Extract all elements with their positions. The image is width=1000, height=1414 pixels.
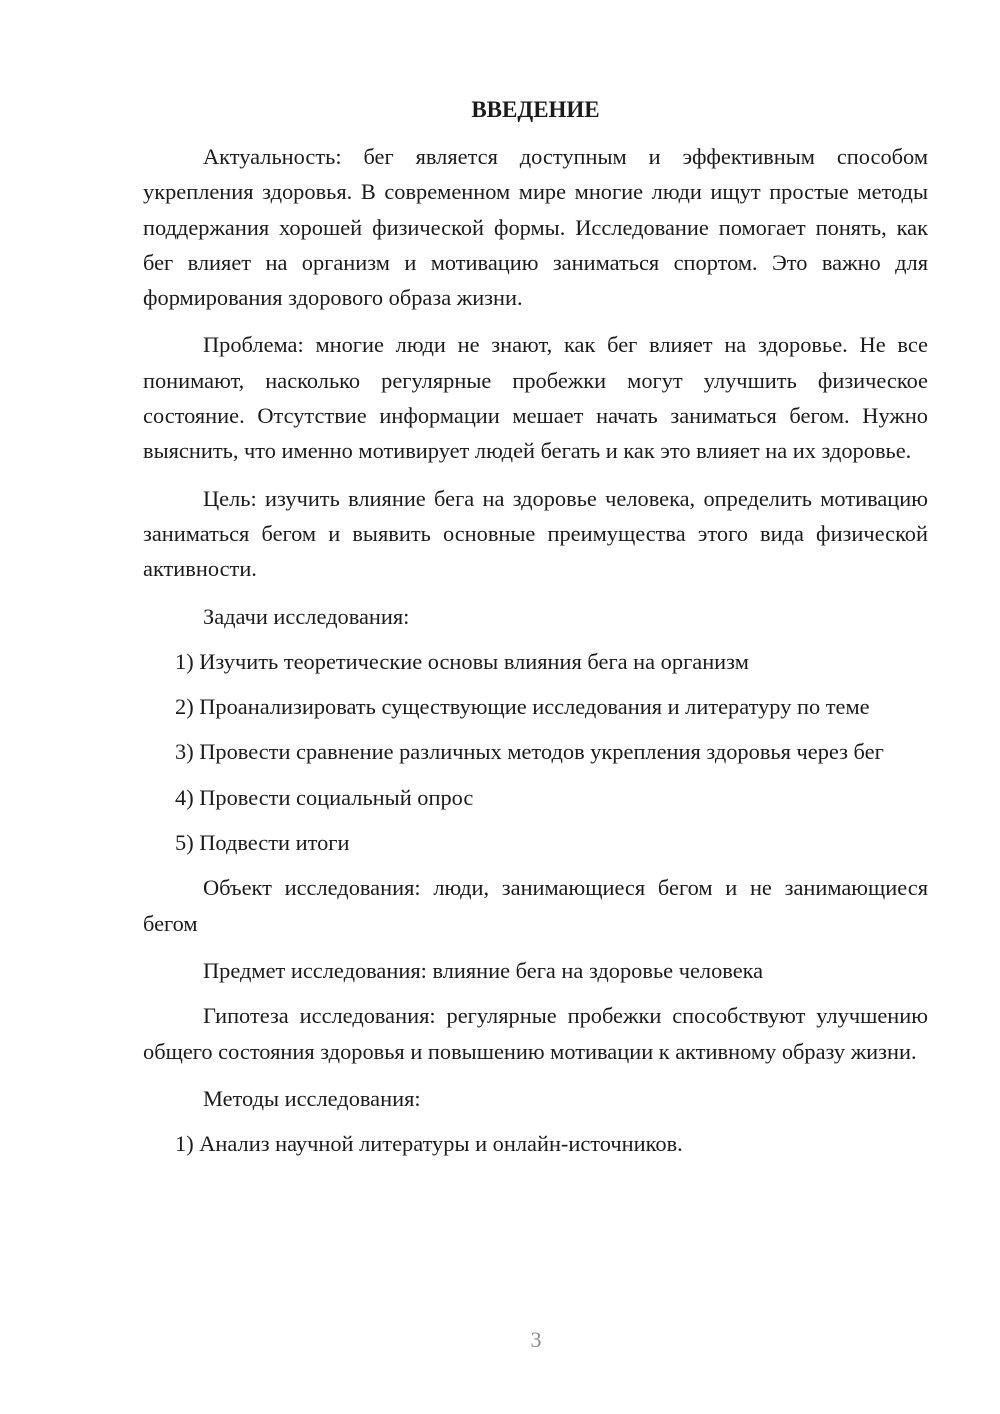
methods-heading: Методы исследования: (203, 1085, 421, 1111)
tasks-heading: Задачи исследования: (203, 603, 410, 629)
task-item: 5) Подвести итоги (175, 830, 350, 856)
page-number: 3 (530, 1327, 542, 1352)
subject-paragraph: Предмет исследования: влияние бега на здоровье человека (203, 957, 764, 983)
problem-paragraph: Проблема: многие люди не знают, как бег влияет на здоровье. Не все понимают, насколько регулярные пробежки могут улучшить физическое состояние. Отсутствие информации мешает начать заниматься бегом. Нужно выяснить, что именно мотивирует людей бегать и как это влияет на их здоровье. (143, 332, 928, 464)
object-paragraph: Объект исследования: люди, занимающиеся бегом и не занимающиеся бегом (143, 875, 928, 936)
task-item: 2) Проанализировать существующие исследования и литературу по теме (175, 694, 870, 720)
task-item: 4) Провести социальный опрос (175, 784, 474, 810)
method-item: 1) Анализ научной литературы и онлайн-источников. (175, 1131, 683, 1157)
relevance-paragraph: Актуальность: бег является доступным и эффективным способом укрепления здоровья. В современном мире многие люди ищут простые методы поддержания хорошей физической формы. Исследование помогает понять, как бег влияет на организм и мотивацию заниматься спортом. Это важно для формирования здорового образа жизни. (143, 144, 928, 311)
task-item: 1) Изучить теоретические основы влияния бега на организм (175, 648, 749, 674)
hypothesis-paragraph: Гипотеза исследования: регулярные пробежки способствуют улучшению общего состояния здоровья и повышению мотивации к активному образу жизни. (143, 1003, 928, 1064)
goal-paragraph: Цель: изучить влияние бега на здоровье человека, определить мотивацию заниматься бегом и выявить основные преимущества этого вида физической активности. (143, 485, 928, 582)
task-item: 3) Провести сравнение различных методов укрепления здоровья через бег (175, 739, 884, 765)
section-title: ВВЕДЕНИЕ (471, 97, 600, 122)
page-content (143, 92, 928, 1171)
